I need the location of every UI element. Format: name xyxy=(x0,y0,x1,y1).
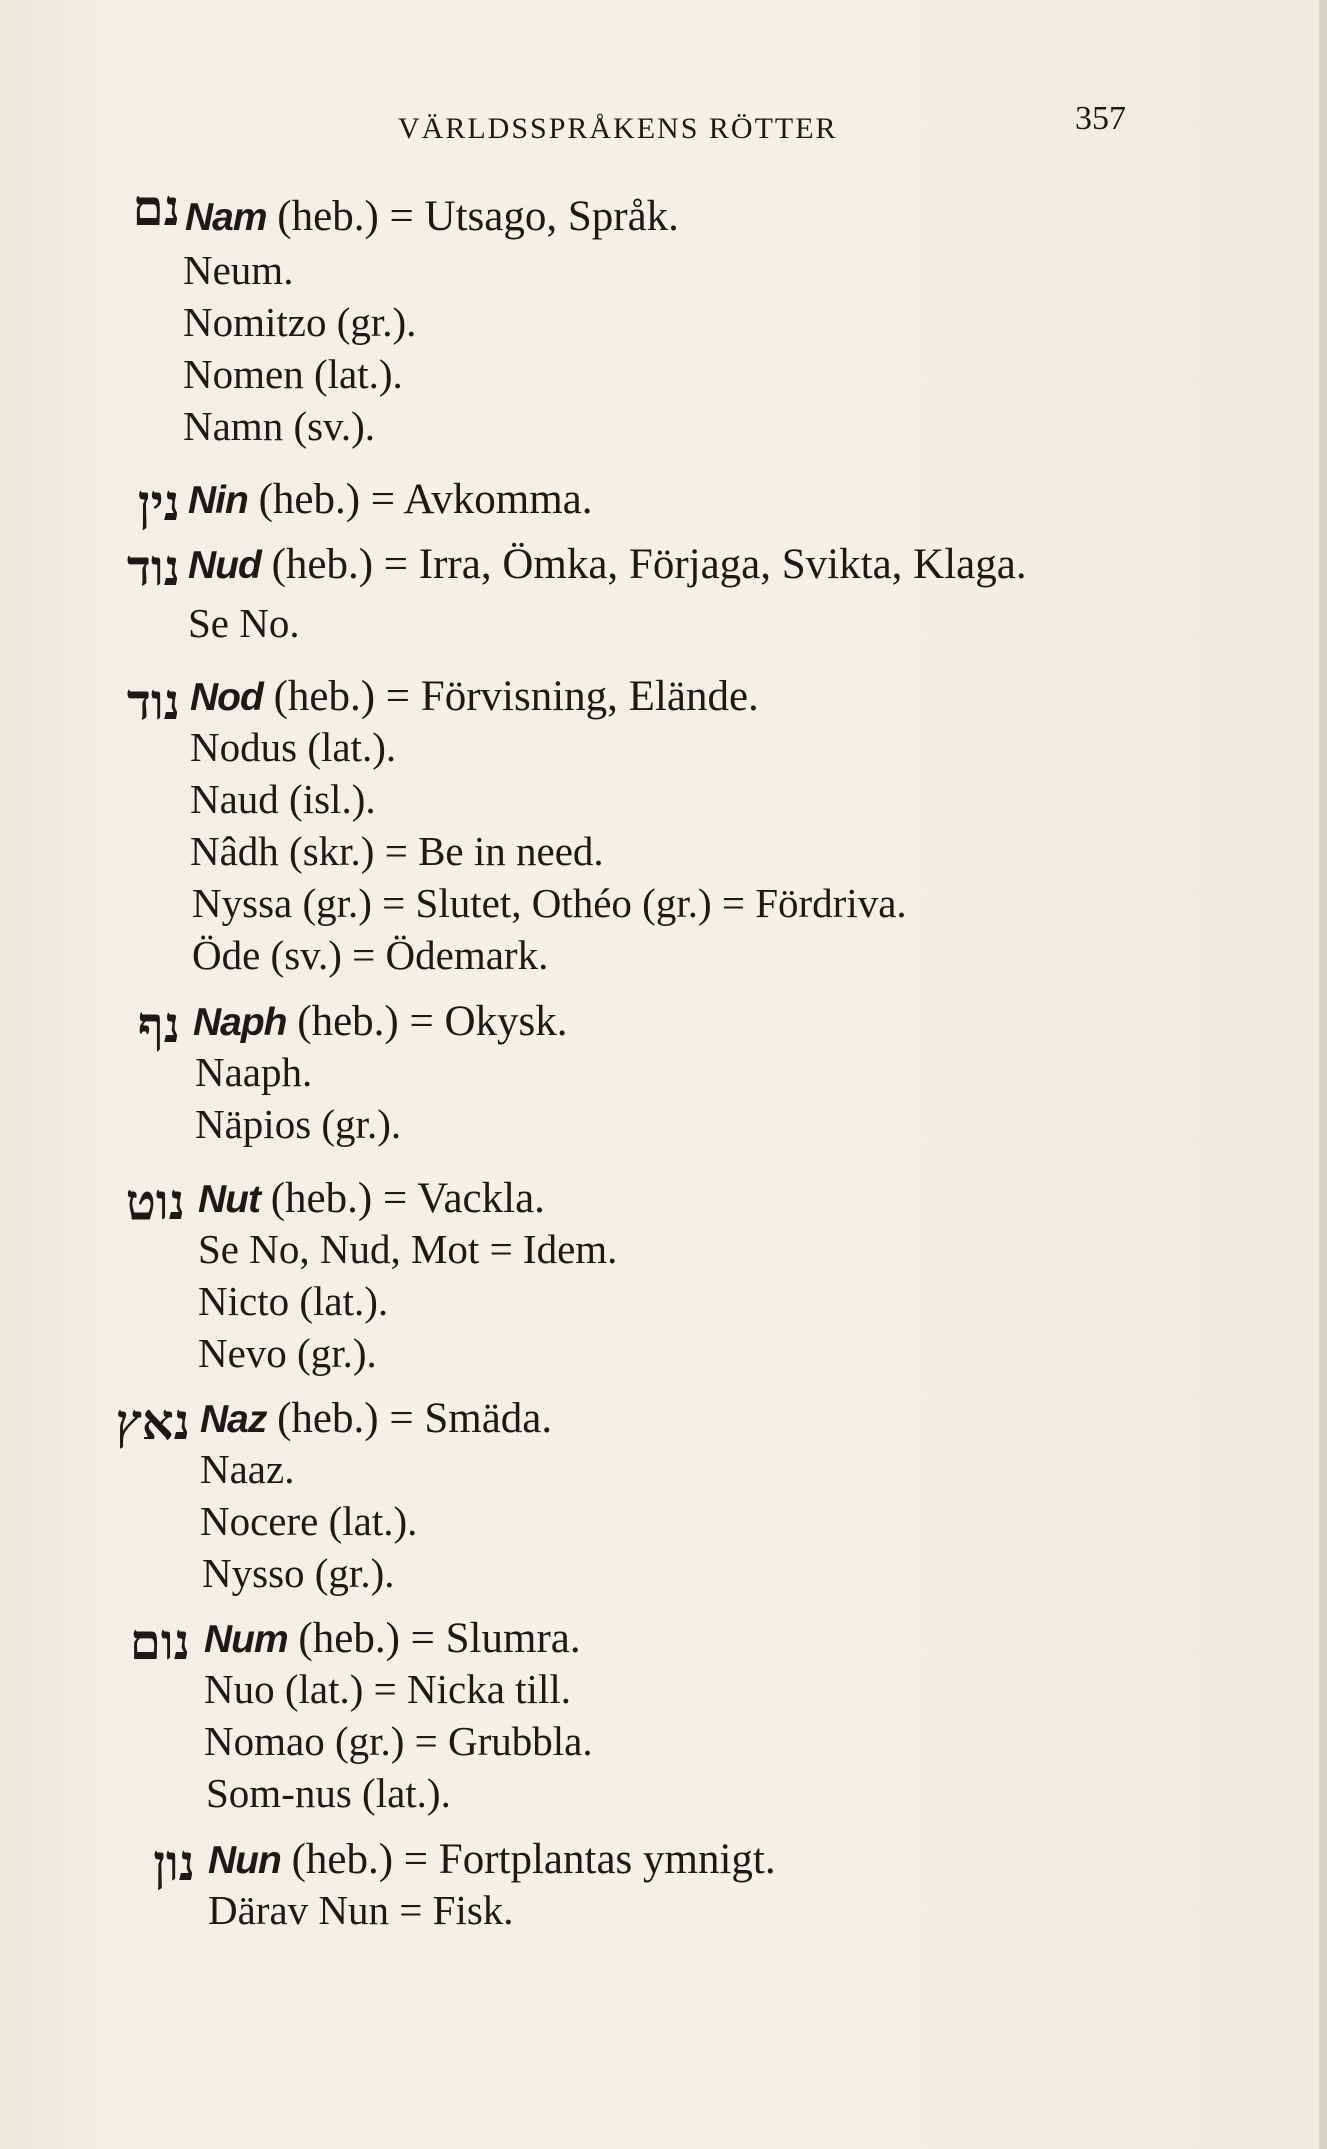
hebrew-word: נף xyxy=(137,995,180,1054)
entry-term: Naph xyxy=(193,1001,287,1044)
hebrew-word: נוד xyxy=(126,538,180,597)
entry-line: Namn (sv.). xyxy=(183,403,376,449)
entry-line: Nomao (gr.) = Grubbla. xyxy=(204,1718,593,1764)
entry-line: Öde (sv.) = Ödemark. xyxy=(192,932,549,978)
entry-line: Naaph. xyxy=(195,1049,313,1095)
entry-line: Nomen (lat.). xyxy=(183,351,403,397)
entry-term: Nam xyxy=(185,196,267,239)
entry-line: Naud (isl.). xyxy=(190,776,376,822)
entry-line: Därav Nun = Fisk. xyxy=(208,1887,514,1933)
page-number: 357 xyxy=(1075,100,1126,137)
entry-line: Som-nus (lat.). xyxy=(206,1770,451,1816)
entry-line: Nomitzo (gr.). xyxy=(183,299,417,345)
entry-headline xyxy=(204,1617,581,1660)
entry-term: Nud xyxy=(188,544,261,587)
running-header: VÄRLDSSPRÅKENS RÖTTER xyxy=(398,112,838,145)
entry-line: Naaz. xyxy=(200,1446,295,1492)
entry-definition: (heb.) = Slumra. xyxy=(287,1615,581,1662)
entry-headline xyxy=(208,1838,776,1881)
entry-line: Nodus (lat.). xyxy=(190,724,397,770)
hebrew-word: נון xyxy=(153,1833,195,1892)
entry-term: Nut xyxy=(198,1178,260,1221)
entry-term: Nin xyxy=(188,479,248,522)
entry-line: Näpios (gr.). xyxy=(195,1101,402,1147)
entry-term: Num xyxy=(204,1618,288,1661)
hebrew-word: נם xyxy=(132,178,180,237)
hebrew-word: נוד xyxy=(126,672,180,731)
entry-line: Nâdh (skr.) = Be in need. xyxy=(190,828,604,874)
entry-headline xyxy=(188,543,1027,586)
entry-line: Nicto (lat.). xyxy=(198,1278,389,1324)
entry-headline xyxy=(185,195,679,238)
entry-line: Se No. xyxy=(188,600,300,646)
entry-line: Nysso (gr.). xyxy=(202,1550,395,1596)
hebrew-word: נין xyxy=(137,473,180,532)
entry-definition: (heb.) = Avkomma. xyxy=(247,476,593,523)
entry-definition: (heb.) = Utsago, Språk. xyxy=(266,193,679,240)
entry-definition: (heb.) = Fortplantas ymnigt. xyxy=(280,1836,776,1883)
entry-line: Neum. xyxy=(183,247,294,293)
entry-line: Nocere (lat.). xyxy=(200,1498,418,1544)
hebrew-word: נום xyxy=(129,1612,190,1671)
entry-line: Nyssa (gr.) = Slutet, Othéo (gr.) = Fördriva. xyxy=(192,880,907,926)
entry-term: Naz xyxy=(200,1398,267,1441)
entry-term: Nun xyxy=(208,1839,281,1882)
entry-headline xyxy=(188,478,593,521)
entry-line: Nevo (gr.). xyxy=(198,1330,377,1376)
page-edge xyxy=(1319,0,1327,2149)
hebrew-word: נוט xyxy=(125,1172,185,1231)
entry-definition: (heb.) = Okysk. xyxy=(286,998,568,1045)
entry-headline xyxy=(190,675,759,718)
entry-term: Nod xyxy=(190,676,263,719)
entry-definition: (heb.) = Irra, Ömka, Förjaga, Svikta, Klaga. xyxy=(260,541,1027,588)
entry-definition: (heb.) = Smäda. xyxy=(266,1395,553,1442)
entry-line: Se No, Nud, Mot = Idem. xyxy=(198,1226,618,1272)
entry-headline xyxy=(200,1397,552,1440)
entry-definition: (heb.) = Förvisning, Elände. xyxy=(262,673,759,720)
entry-headline xyxy=(198,1177,545,1220)
entry-line: Nuo (lat.) = Nicka till. xyxy=(204,1666,571,1712)
hebrew-word: נאץ xyxy=(115,1392,190,1451)
entry-headline xyxy=(193,1000,568,1043)
entry-definition: (heb.) = Vackla. xyxy=(259,1175,545,1222)
